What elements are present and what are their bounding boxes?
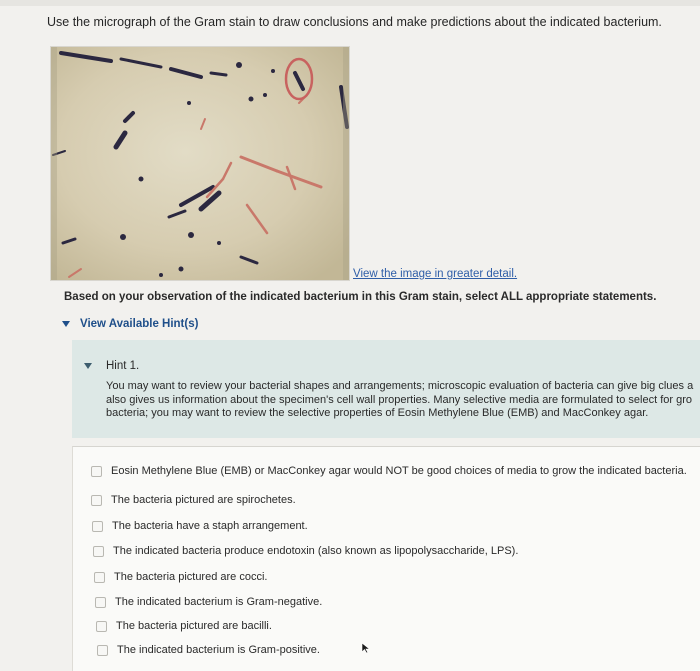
micrograph-svg bbox=[51, 47, 349, 280]
mouse-pointer-icon bbox=[361, 642, 371, 654]
answer-options-panel bbox=[72, 446, 700, 671]
option-label: The bacteria pictured are bacilli. bbox=[116, 620, 272, 632]
view-hints-label: View Available Hint(s) bbox=[80, 318, 199, 330]
hint-body bbox=[106, 380, 700, 421]
vignette-right bbox=[343, 47, 349, 280]
option-label: The bacteria pictured are cocci. bbox=[114, 571, 268, 583]
checkbox[interactable] bbox=[91, 495, 102, 506]
gram-stain-micrograph[interactable] bbox=[50, 46, 350, 281]
micrograph-background bbox=[51, 47, 349, 280]
top-border bbox=[0, 0, 700, 6]
view-hints-toggle[interactable] bbox=[62, 318, 198, 330]
option-label: The bacteria have a staph arrangement. bbox=[112, 520, 308, 532]
checkbox[interactable] bbox=[94, 572, 105, 583]
question-text: Based on your observation of the indicated bacterium in this Gram stain, select ALL appropriate statements. bbox=[64, 291, 657, 303]
hint-panel bbox=[72, 340, 700, 438]
option-gram-negative[interactable] bbox=[95, 596, 322, 608]
checkbox[interactable] bbox=[93, 546, 104, 557]
hint-caret-down-icon[interactable] bbox=[84, 363, 92, 369]
vignette-left bbox=[51, 47, 57, 280]
caret-down-icon bbox=[62, 321, 70, 327]
checkbox[interactable] bbox=[91, 466, 102, 477]
option-label: The indicated bacterium is Gram-negative. bbox=[115, 596, 323, 608]
checkbox[interactable] bbox=[92, 521, 103, 532]
option-spirochetes[interactable] bbox=[91, 494, 296, 506]
option-label: The indicated bacteria produce endotoxin (also known as lipopolysaccharide, LPS). bbox=[113, 545, 519, 557]
hint-line: bacteria; you may want to review the selective properties of Eosin Methylene Blue (EMB) and MacConkey agar. bbox=[106, 407, 649, 419]
checkbox[interactable] bbox=[97, 645, 108, 656]
checkbox[interactable] bbox=[95, 597, 106, 608]
hint-line: You may want to review your bacterial shapes and arrangements; microscopic evaluation of bacteria can give big clues a bbox=[106, 380, 694, 392]
option-label: The indicated bacterium is Gram-positive. bbox=[117, 644, 320, 656]
view-image-link[interactable]: View the image in greater detail. bbox=[353, 268, 518, 280]
hint-line: also gives us information about the specimen's cell wall properties. Many selective media are formulated to select for gro bbox=[106, 393, 692, 406]
checkbox[interactable] bbox=[96, 621, 107, 632]
option-label: Eosin Methylene Blue (EMB) or MacConkey agar would NOT be good choices of media to grow the indicated bacteria. bbox=[111, 465, 687, 477]
question-prompt: Use the micrograph of the Gram stain to draw conclusions and make predictions about the indicated bacterium. bbox=[47, 15, 662, 29]
option-gram-positive[interactable] bbox=[97, 644, 320, 656]
option-bacilli[interactable] bbox=[96, 620, 272, 632]
option-cocci[interactable] bbox=[94, 571, 267, 583]
hint-title: Hint 1. bbox=[106, 360, 140, 372]
option-staph-arrangement[interactable] bbox=[92, 520, 308, 532]
option-endotoxin[interactable] bbox=[93, 545, 518, 557]
option-label: The bacteria pictured are spirochetes. bbox=[111, 494, 296, 506]
option-emb-macconkey[interactable] bbox=[91, 465, 687, 477]
